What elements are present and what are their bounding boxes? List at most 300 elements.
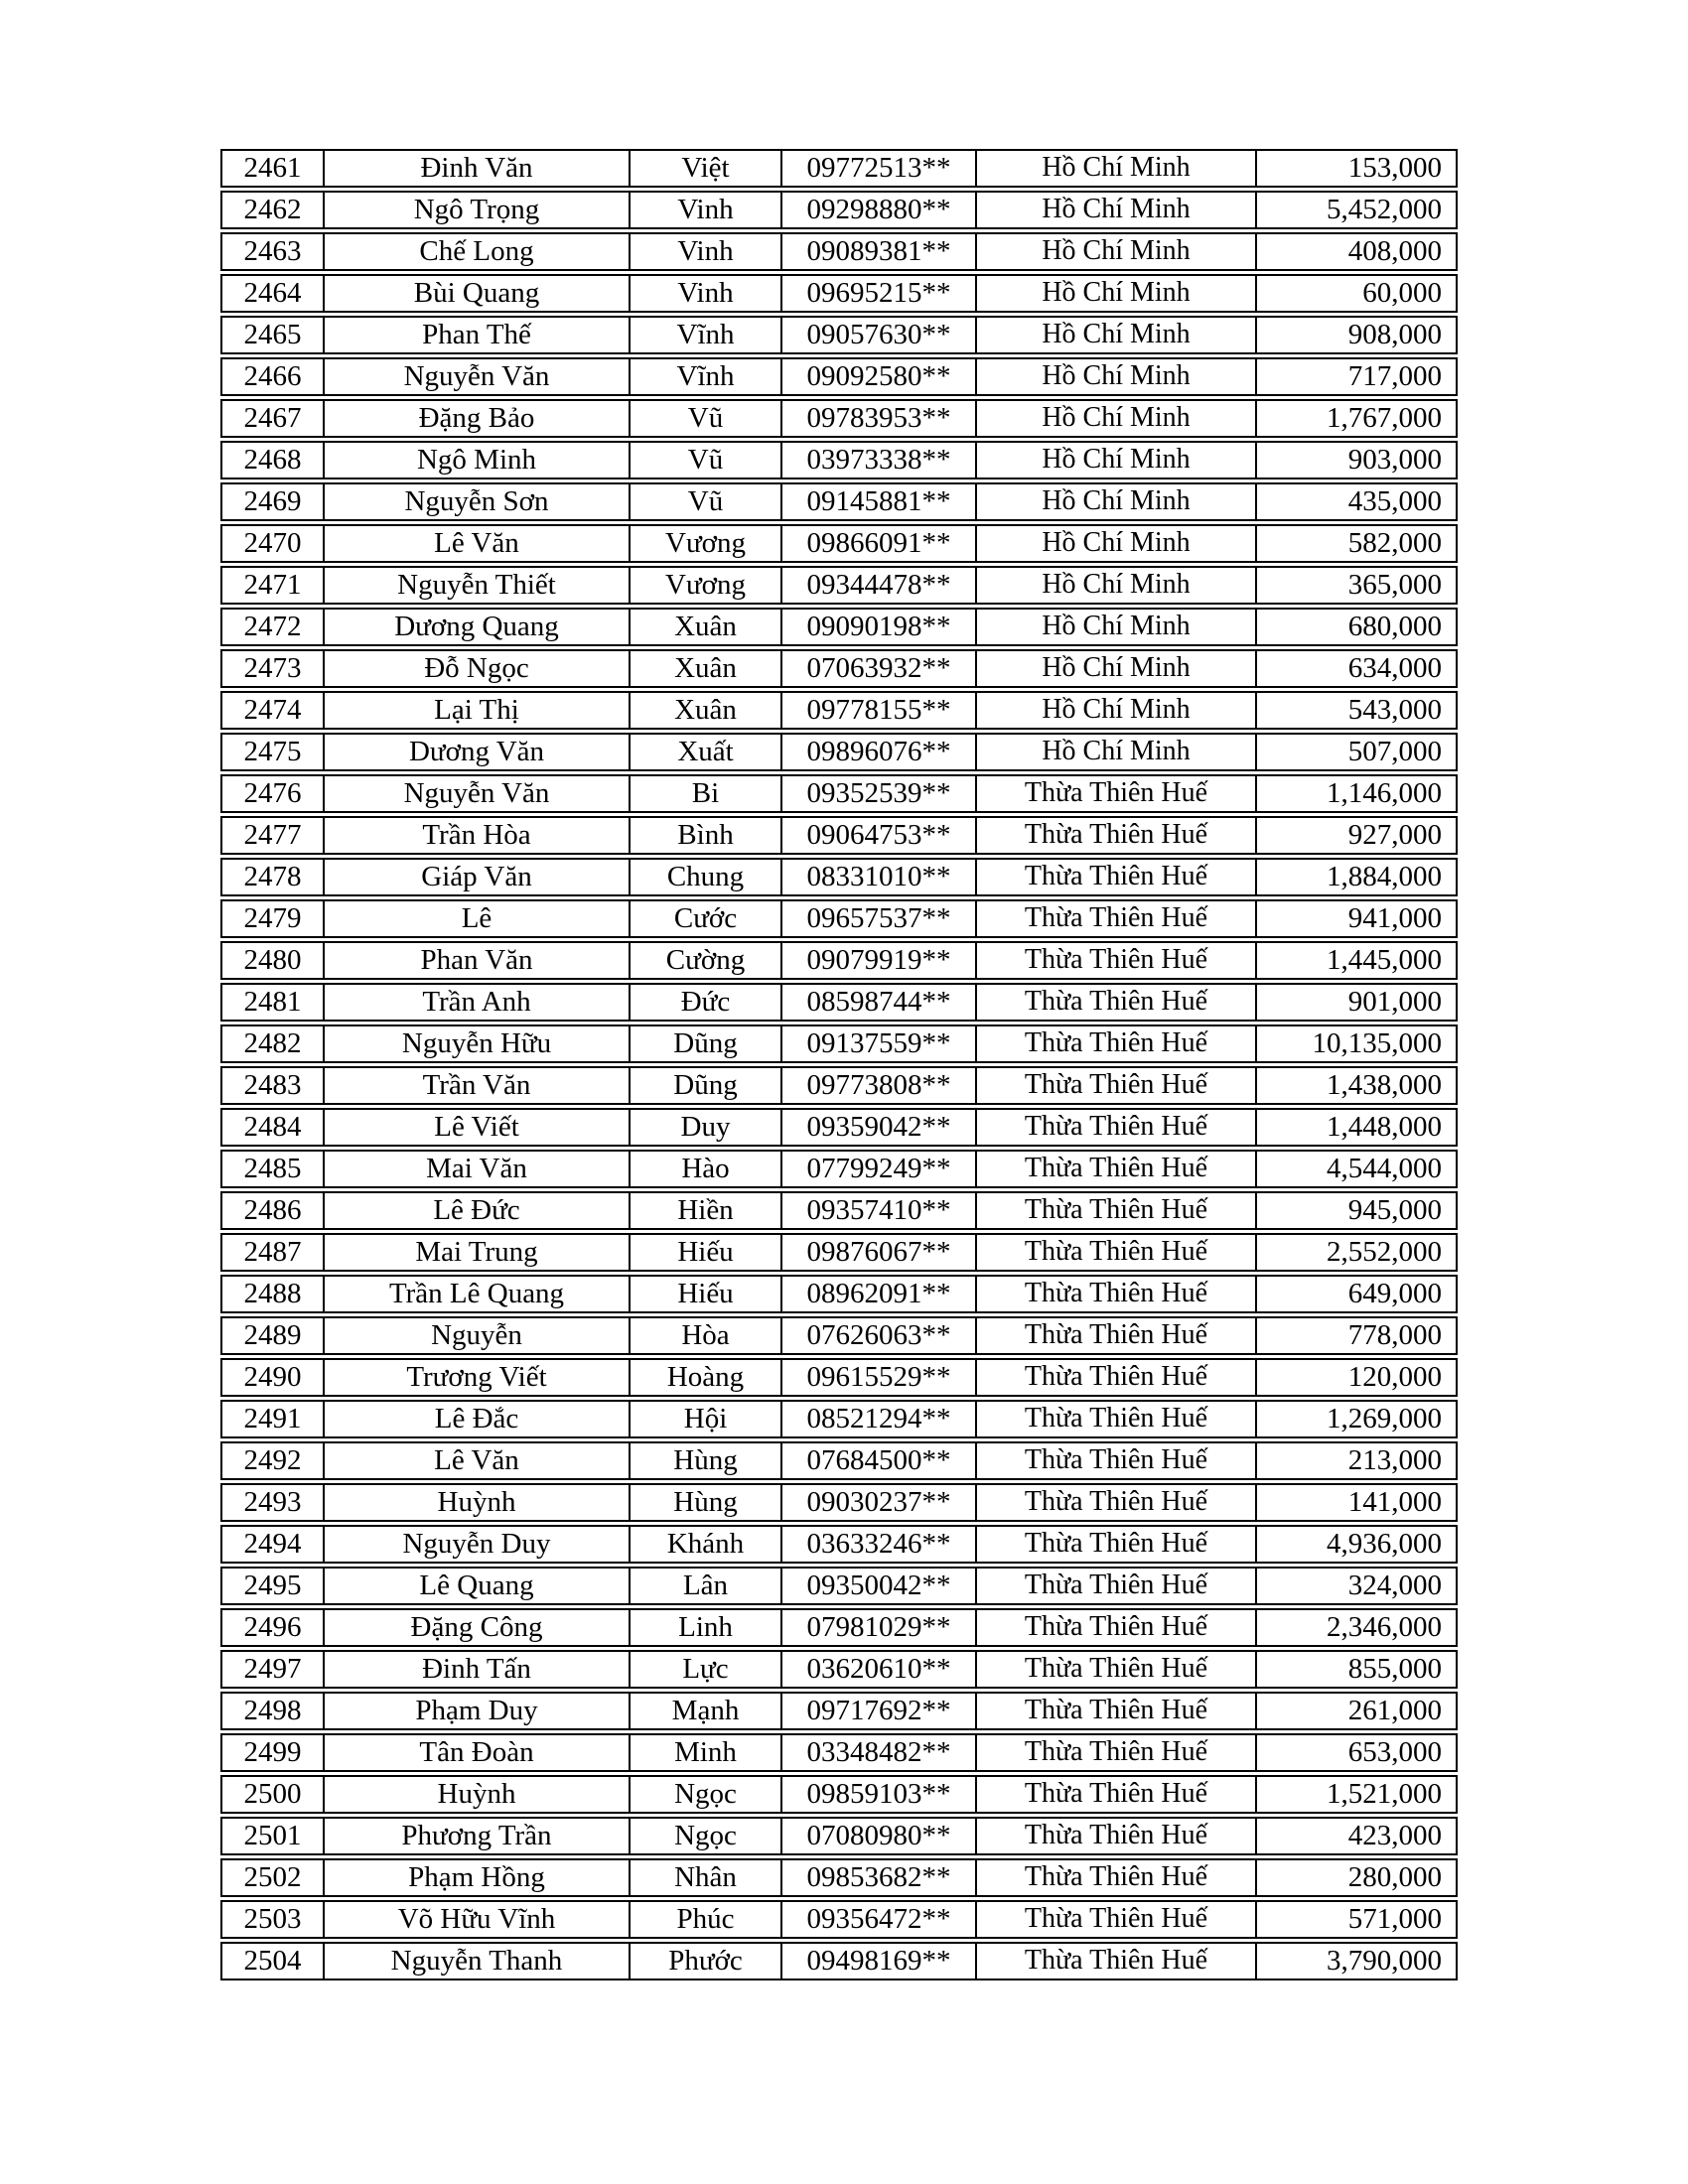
cell-province: Hồ Chí Minh bbox=[975, 526, 1255, 561]
table-row bbox=[220, 1775, 1458, 1814]
cell-given-name: Hội bbox=[629, 1402, 780, 1436]
cell-province: Hồ Chí Minh bbox=[975, 318, 1255, 352]
cell-first-middle-name: Võ Hữu Vĩnh bbox=[323, 1902, 629, 1937]
cell-given-name: Phước bbox=[629, 1944, 780, 1979]
cell-first-middle-name: Đinh Tấn bbox=[323, 1652, 629, 1687]
cell-given-name: Bình bbox=[629, 818, 780, 853]
table-row bbox=[220, 1275, 1458, 1313]
cell-amount: 507,000 bbox=[1255, 735, 1456, 769]
cell-amount: 435,000 bbox=[1255, 484, 1456, 519]
cell-given-name: Hào bbox=[629, 1152, 780, 1186]
cell-first-middle-name: Lại Thị bbox=[323, 693, 629, 728]
cell-province: Thừa Thiên Huế bbox=[975, 1277, 1255, 1311]
cell-row-number: 2474 bbox=[243, 694, 302, 726]
cell-province: Hồ Chí Minh bbox=[975, 276, 1255, 311]
cell-first-middle-name: Lê Quang bbox=[323, 1569, 629, 1603]
cell-province: Thừa Thiên Huế bbox=[975, 1235, 1255, 1270]
table-row bbox=[220, 149, 1458, 188]
cell-given-name: Vũ bbox=[629, 443, 780, 478]
cell-first-middle-name: Đinh Văn bbox=[323, 151, 629, 186]
table-row bbox=[220, 399, 1458, 438]
cell-amount: 1,767,000 bbox=[1255, 401, 1456, 436]
cell-given-name: Mạnh bbox=[629, 1694, 780, 1728]
cell-phone-masked: 07981029** bbox=[780, 1610, 975, 1645]
cell-province: Thừa Thiên Huế bbox=[975, 1193, 1255, 1228]
cell-province: Thừa Thiên Huế bbox=[975, 818, 1255, 853]
cell-phone-masked: 09344478** bbox=[780, 568, 975, 603]
cell-phone-masked: 09064753** bbox=[780, 818, 975, 853]
cell-amount: 10,135,000 bbox=[1255, 1026, 1456, 1061]
cell-given-name: Dũng bbox=[629, 1068, 780, 1103]
cell-amount: 582,000 bbox=[1255, 526, 1456, 561]
cell-province: Thừa Thiên Huế bbox=[975, 776, 1255, 811]
cell-row-number: 2496 bbox=[243, 1611, 302, 1643]
table-row bbox=[220, 357, 1458, 396]
cell-amount: 778,000 bbox=[1255, 1318, 1456, 1353]
cell-given-name: Xuân bbox=[629, 651, 780, 686]
cell-amount: 2,552,000 bbox=[1255, 1235, 1456, 1270]
cell-province: Thừa Thiên Huế bbox=[975, 1443, 1255, 1478]
cell-province: Hồ Chí Minh bbox=[975, 151, 1255, 186]
cell-amount: 4,544,000 bbox=[1255, 1152, 1456, 1186]
cell-first-middle-name: Nguyễn Văn bbox=[323, 359, 629, 394]
cell-amount: 903,000 bbox=[1255, 443, 1456, 478]
table-row bbox=[220, 1400, 1458, 1438]
cell-province: Thừa Thiên Huế bbox=[975, 1110, 1255, 1145]
cell-given-name: Vinh bbox=[629, 276, 780, 311]
cell-first-middle-name: Lê Văn bbox=[323, 1443, 629, 1478]
cell-given-name: Lực bbox=[629, 1652, 780, 1687]
cell-amount: 261,000 bbox=[1255, 1694, 1456, 1728]
table-row bbox=[220, 1358, 1458, 1397]
cell-row-number: 2493 bbox=[243, 1486, 302, 1518]
cell-first-middle-name: Nguyễn Thiết bbox=[323, 568, 629, 603]
cell-first-middle-name: Lê Đắc bbox=[323, 1402, 629, 1436]
cell-amount: 1,448,000 bbox=[1255, 1110, 1456, 1145]
cell-phone-masked: 09853682** bbox=[780, 1860, 975, 1895]
cell-province: Thừa Thiên Huế bbox=[975, 1152, 1255, 1186]
cell-amount: 1,146,000 bbox=[1255, 776, 1456, 811]
cell-province: Hồ Chí Minh bbox=[975, 610, 1255, 644]
cell-row-number: 2489 bbox=[243, 1319, 302, 1351]
cell-phone-masked: 09079919** bbox=[780, 943, 975, 978]
cell-first-middle-name: Nguyễn Văn bbox=[323, 776, 629, 811]
cell-amount: 855,000 bbox=[1255, 1652, 1456, 1687]
cell-province: Hồ Chí Minh bbox=[975, 568, 1255, 603]
table-row bbox=[220, 1108, 1458, 1147]
cell-province: Thừa Thiên Huế bbox=[975, 1902, 1255, 1937]
cell-phone-masked: 09695215** bbox=[780, 276, 975, 311]
cell-phone-masked: 09137559** bbox=[780, 1026, 975, 1061]
cell-phone-masked: 09859103** bbox=[780, 1777, 975, 1812]
cell-amount: 945,000 bbox=[1255, 1193, 1456, 1228]
cell-province: Thừa Thiên Huế bbox=[975, 1944, 1255, 1979]
table-row bbox=[220, 1608, 1458, 1647]
cell-province: Thừa Thiên Huế bbox=[975, 901, 1255, 936]
cell-row-number: 2502 bbox=[243, 1861, 302, 1893]
cell-given-name: Bi bbox=[629, 776, 780, 811]
cell-province: Hồ Chí Minh bbox=[975, 484, 1255, 519]
cell-first-middle-name: Nguyễn Sơn bbox=[323, 484, 629, 519]
table-row bbox=[220, 232, 1458, 271]
table-row bbox=[220, 941, 1458, 980]
data-table bbox=[220, 149, 1458, 1983]
cell-province: Thừa Thiên Huế bbox=[975, 1026, 1255, 1061]
cell-province: Thừa Thiên Huế bbox=[975, 1819, 1255, 1853]
cell-first-middle-name: Huỳnh bbox=[323, 1777, 629, 1812]
cell-given-name: Vinh bbox=[629, 193, 780, 227]
cell-province: Hồ Chí Minh bbox=[975, 359, 1255, 394]
cell-given-name: Vũ bbox=[629, 401, 780, 436]
cell-amount: 653,000 bbox=[1255, 1735, 1456, 1770]
cell-phone-masked: 09717692** bbox=[780, 1694, 975, 1728]
cell-first-middle-name: Đỗ Ngọc bbox=[323, 651, 629, 686]
cell-given-name: Hùng bbox=[629, 1443, 780, 1478]
cell-phone-masked: 07684500** bbox=[780, 1443, 975, 1478]
table-row bbox=[220, 608, 1458, 646]
cell-row-number: 2492 bbox=[243, 1444, 302, 1476]
cell-given-name: Nhân bbox=[629, 1860, 780, 1895]
cell-row-number: 2477 bbox=[243, 819, 302, 851]
cell-row-number: 2488 bbox=[243, 1278, 302, 1309]
table-row bbox=[220, 191, 1458, 229]
cell-phone-masked: 07080980** bbox=[780, 1819, 975, 1853]
cell-given-name: Đức bbox=[629, 985, 780, 1020]
cell-phone-masked: 08331010** bbox=[780, 860, 975, 894]
table-row bbox=[220, 566, 1458, 605]
table-row bbox=[220, 482, 1458, 521]
table-row bbox=[220, 1150, 1458, 1188]
cell-given-name: Duy bbox=[629, 1110, 780, 1145]
cell-first-middle-name: Trương Viết bbox=[323, 1360, 629, 1395]
cell-given-name: Xuất bbox=[629, 735, 780, 769]
cell-given-name: Hiền bbox=[629, 1193, 780, 1228]
table-row bbox=[220, 1066, 1458, 1105]
cell-given-name: Xuân bbox=[629, 610, 780, 644]
cell-province: Thừa Thiên Huế bbox=[975, 943, 1255, 978]
cell-row-number: 2503 bbox=[243, 1903, 302, 1935]
cell-given-name: Vũ bbox=[629, 484, 780, 519]
cell-amount: 213,000 bbox=[1255, 1443, 1456, 1478]
cell-row-number: 2468 bbox=[243, 444, 302, 476]
table-row bbox=[220, 691, 1458, 730]
cell-first-middle-name: Phạm Hồng bbox=[323, 1860, 629, 1895]
cell-given-name: Ngọc bbox=[629, 1819, 780, 1853]
cell-row-number: 2463 bbox=[243, 235, 302, 267]
cell-amount: 120,000 bbox=[1255, 1360, 1456, 1395]
cell-first-middle-name: Mai Văn bbox=[323, 1152, 629, 1186]
cell-first-middle-name: Trần Lê Quang bbox=[323, 1277, 629, 1311]
cell-first-middle-name: Tân Đoàn bbox=[323, 1735, 629, 1770]
cell-phone-masked: 09350042** bbox=[780, 1569, 975, 1603]
cell-given-name: Xuân bbox=[629, 693, 780, 728]
cell-phone-masked: 09357410** bbox=[780, 1193, 975, 1228]
table-row bbox=[220, 524, 1458, 563]
cell-first-middle-name: Ngô Trọng bbox=[323, 193, 629, 227]
cell-given-name: Ngọc bbox=[629, 1777, 780, 1812]
cell-row-number: 2478 bbox=[243, 861, 302, 892]
cell-given-name: Vương bbox=[629, 568, 780, 603]
cell-row-number: 2479 bbox=[243, 902, 302, 934]
table-row bbox=[220, 858, 1458, 896]
cell-phone-masked: 09057630** bbox=[780, 318, 975, 352]
cell-province: Thừa Thiên Huế bbox=[975, 1610, 1255, 1645]
cell-given-name: Vĩnh bbox=[629, 359, 780, 394]
cell-phone-masked: 07626063** bbox=[780, 1318, 975, 1353]
cell-given-name: Cường bbox=[629, 943, 780, 978]
cell-amount: 717,000 bbox=[1255, 359, 1456, 394]
table-row bbox=[220, 733, 1458, 771]
cell-amount: 4,936,000 bbox=[1255, 1527, 1456, 1562]
cell-first-middle-name: Nguyễn Hữu bbox=[323, 1026, 629, 1061]
table-row bbox=[220, 1900, 1458, 1939]
cell-given-name: Vinh bbox=[629, 234, 780, 269]
cell-province: Thừa Thiên Huế bbox=[975, 985, 1255, 1020]
cell-first-middle-name: Ngô Minh bbox=[323, 443, 629, 478]
cell-phone-masked: 03620610** bbox=[780, 1652, 975, 1687]
table-row bbox=[220, 1525, 1458, 1564]
cell-row-number: 2494 bbox=[243, 1528, 302, 1560]
table-row bbox=[220, 1441, 1458, 1480]
cell-first-middle-name: Dương Văn bbox=[323, 735, 629, 769]
table-row bbox=[220, 1483, 1458, 1522]
table-row bbox=[220, 1858, 1458, 1897]
cell-row-number: 2471 bbox=[243, 569, 302, 601]
cell-row-number: 2497 bbox=[243, 1653, 302, 1685]
cell-amount: 5,452,000 bbox=[1255, 193, 1456, 227]
cell-province: Thừa Thiên Huế bbox=[975, 1860, 1255, 1895]
cell-first-middle-name: Lê bbox=[323, 901, 629, 936]
cell-row-number: 2504 bbox=[243, 1945, 302, 1977]
cell-phone-masked: 08521294** bbox=[780, 1402, 975, 1436]
cell-phone-masked: 07063932** bbox=[780, 651, 975, 686]
cell-first-middle-name: Lê Văn bbox=[323, 526, 629, 561]
cell-row-number: 2480 bbox=[243, 944, 302, 976]
cell-first-middle-name: Trần Văn bbox=[323, 1068, 629, 1103]
cell-province: Hồ Chí Minh bbox=[975, 651, 1255, 686]
cell-amount: 1,269,000 bbox=[1255, 1402, 1456, 1436]
cell-province: Thừa Thiên Huế bbox=[975, 1527, 1255, 1562]
cell-amount: 1,521,000 bbox=[1255, 1777, 1456, 1812]
cell-row-number: 2500 bbox=[243, 1778, 302, 1810]
cell-phone-masked: 09876067** bbox=[780, 1235, 975, 1270]
cell-given-name: Minh bbox=[629, 1735, 780, 1770]
cell-row-number: 2473 bbox=[243, 652, 302, 684]
table-row bbox=[220, 274, 1458, 313]
cell-phone-masked: 09498169** bbox=[780, 1944, 975, 1979]
cell-given-name: Vương bbox=[629, 526, 780, 561]
cell-first-middle-name: Trần Anh bbox=[323, 985, 629, 1020]
cell-first-middle-name: Trần Hòa bbox=[323, 818, 629, 853]
cell-row-number: 2499 bbox=[243, 1736, 302, 1768]
cell-amount: 141,000 bbox=[1255, 1485, 1456, 1520]
cell-phone-masked: 03973338** bbox=[780, 443, 975, 478]
cell-row-number: 2467 bbox=[243, 402, 302, 434]
cell-phone-masked: 07799249** bbox=[780, 1152, 975, 1186]
cell-phone-masked: 09145881** bbox=[780, 484, 975, 519]
cell-row-number: 2498 bbox=[243, 1695, 302, 1726]
cell-phone-masked: 09359042** bbox=[780, 1110, 975, 1145]
cell-row-number: 2481 bbox=[243, 986, 302, 1018]
cell-phone-masked: 09090198** bbox=[780, 610, 975, 644]
cell-phone-masked: 09092580** bbox=[780, 359, 975, 394]
cell-amount: 941,000 bbox=[1255, 901, 1456, 936]
cell-province: Thừa Thiên Huế bbox=[975, 1569, 1255, 1603]
table-row bbox=[220, 1733, 1458, 1772]
table-row bbox=[220, 1233, 1458, 1272]
cell-province: Thừa Thiên Huế bbox=[975, 1485, 1255, 1520]
cell-phone-masked: 09089381** bbox=[780, 234, 975, 269]
cell-row-number: 2476 bbox=[243, 777, 302, 809]
cell-row-number: 2472 bbox=[243, 611, 302, 642]
cell-amount: 927,000 bbox=[1255, 818, 1456, 853]
cell-amount: 153,000 bbox=[1255, 151, 1456, 186]
table-row bbox=[220, 816, 1458, 855]
cell-province: Hồ Chí Minh bbox=[975, 401, 1255, 436]
cell-phone-masked: 09772513** bbox=[780, 151, 975, 186]
cell-phone-masked: 08598744** bbox=[780, 985, 975, 1020]
table-row bbox=[220, 1191, 1458, 1230]
cell-first-middle-name: Huỳnh bbox=[323, 1485, 629, 1520]
cell-row-number: 2487 bbox=[243, 1236, 302, 1268]
cell-first-middle-name: Bùi Quang bbox=[323, 276, 629, 311]
cell-first-middle-name: Phương Trần bbox=[323, 1819, 629, 1853]
table-row bbox=[220, 316, 1458, 354]
table-row bbox=[220, 1942, 1458, 1980]
cell-amount: 634,000 bbox=[1255, 651, 1456, 686]
cell-given-name: Linh bbox=[629, 1610, 780, 1645]
cell-first-middle-name: Giáp Văn bbox=[323, 860, 629, 894]
cell-row-number: 2462 bbox=[243, 194, 302, 225]
cell-given-name: Hùng bbox=[629, 1485, 780, 1520]
cell-amount: 1,884,000 bbox=[1255, 860, 1456, 894]
cell-phone-masked: 09352539** bbox=[780, 776, 975, 811]
table-row bbox=[220, 649, 1458, 688]
cell-first-middle-name: Nguyễn Thanh bbox=[323, 1944, 629, 1979]
cell-phone-masked: 09896076** bbox=[780, 735, 975, 769]
cell-given-name: Chung bbox=[629, 860, 780, 894]
cell-given-name: Hòa bbox=[629, 1318, 780, 1353]
cell-province: Hồ Chí Minh bbox=[975, 443, 1255, 478]
cell-row-number: 2486 bbox=[243, 1194, 302, 1226]
cell-given-name: Vĩnh bbox=[629, 318, 780, 352]
cell-first-middle-name: Phạm Duy bbox=[323, 1694, 629, 1728]
cell-amount: 543,000 bbox=[1255, 693, 1456, 728]
cell-first-middle-name: Chế Long bbox=[323, 234, 629, 269]
cell-amount: 1,438,000 bbox=[1255, 1068, 1456, 1103]
cell-amount: 680,000 bbox=[1255, 610, 1456, 644]
cell-phone-masked: 09657537** bbox=[780, 901, 975, 936]
cell-phone-masked: 03348482** bbox=[780, 1735, 975, 1770]
cell-amount: 2,346,000 bbox=[1255, 1610, 1456, 1645]
table-row bbox=[220, 1650, 1458, 1689]
table-row bbox=[220, 1316, 1458, 1355]
cell-amount: 908,000 bbox=[1255, 318, 1456, 352]
table-row bbox=[220, 983, 1458, 1022]
cell-row-number: 2469 bbox=[243, 485, 302, 517]
cell-row-number: 2484 bbox=[243, 1111, 302, 1143]
cell-row-number: 2475 bbox=[243, 736, 302, 767]
cell-province: Thừa Thiên Huế bbox=[975, 1360, 1255, 1395]
cell-province: Hồ Chí Minh bbox=[975, 234, 1255, 269]
cell-amount: 324,000 bbox=[1255, 1569, 1456, 1603]
cell-given-name: Lân bbox=[629, 1569, 780, 1603]
cell-amount: 280,000 bbox=[1255, 1860, 1456, 1895]
cell-row-number: 2464 bbox=[243, 277, 302, 309]
cell-province: Hồ Chí Minh bbox=[975, 193, 1255, 227]
cell-row-number: 2501 bbox=[243, 1820, 302, 1851]
cell-row-number: 2491 bbox=[243, 1403, 302, 1434]
cell-phone-masked: 09356472** bbox=[780, 1902, 975, 1937]
cell-given-name: Hoàng bbox=[629, 1360, 780, 1395]
cell-row-number: 2483 bbox=[243, 1069, 302, 1101]
cell-first-middle-name: Phan Văn bbox=[323, 943, 629, 978]
cell-first-middle-name: Nguyễn Duy bbox=[323, 1527, 629, 1562]
cell-first-middle-name: Dương Quang bbox=[323, 610, 629, 644]
cell-phone-masked: 09298880** bbox=[780, 193, 975, 227]
cell-amount: 408,000 bbox=[1255, 234, 1456, 269]
cell-phone-masked: 09778155** bbox=[780, 693, 975, 728]
cell-province: Thừa Thiên Huế bbox=[975, 1694, 1255, 1728]
table-row bbox=[220, 1567, 1458, 1605]
cell-amount: 365,000 bbox=[1255, 568, 1456, 603]
cell-given-name: Dũng bbox=[629, 1026, 780, 1061]
cell-amount: 423,000 bbox=[1255, 1819, 1456, 1853]
cell-phone-masked: 09615529** bbox=[780, 1360, 975, 1395]
cell-province: Thừa Thiên Huế bbox=[975, 1652, 1255, 1687]
cell-phone-masked: 09030237** bbox=[780, 1485, 975, 1520]
cell-first-middle-name: Đặng Bảo bbox=[323, 401, 629, 436]
cell-first-middle-name: Lê Viết bbox=[323, 1110, 629, 1145]
cell-first-middle-name: Mai Trung bbox=[323, 1235, 629, 1270]
cell-amount: 1,445,000 bbox=[1255, 943, 1456, 978]
cell-first-middle-name: Phan Thế bbox=[323, 318, 629, 352]
cell-given-name: Cước bbox=[629, 901, 780, 936]
cell-row-number: 2490 bbox=[243, 1361, 302, 1393]
cell-phone-masked: 03633246** bbox=[780, 1527, 975, 1562]
cell-amount: 649,000 bbox=[1255, 1277, 1456, 1311]
cell-province: Hồ Chí Minh bbox=[975, 735, 1255, 769]
cell-amount: 901,000 bbox=[1255, 985, 1456, 1020]
cell-province: Thừa Thiên Huế bbox=[975, 1735, 1255, 1770]
table-row bbox=[220, 441, 1458, 479]
cell-province: Thừa Thiên Huế bbox=[975, 1777, 1255, 1812]
cell-province: Thừa Thiên Huế bbox=[975, 1318, 1255, 1353]
cell-given-name: Hiếu bbox=[629, 1277, 780, 1311]
cell-amount: 3,790,000 bbox=[1255, 1944, 1456, 1979]
cell-first-middle-name: Đặng Công bbox=[323, 1610, 629, 1645]
cell-row-number: 2495 bbox=[243, 1570, 302, 1601]
cell-row-number: 2466 bbox=[243, 360, 302, 392]
table-row bbox=[220, 1692, 1458, 1730]
cell-first-middle-name: Nguyễn bbox=[323, 1318, 629, 1353]
cell-phone-masked: 09866091** bbox=[780, 526, 975, 561]
table-row bbox=[220, 774, 1458, 813]
cell-phone-masked: 09783953** bbox=[780, 401, 975, 436]
table-row bbox=[220, 899, 1458, 938]
cell-amount: 571,000 bbox=[1255, 1902, 1456, 1937]
cell-amount: 60,000 bbox=[1255, 276, 1456, 311]
cell-row-number: 2482 bbox=[243, 1027, 302, 1059]
cell-given-name: Hiếu bbox=[629, 1235, 780, 1270]
cell-province: Thừa Thiên Huế bbox=[975, 860, 1255, 894]
cell-phone-masked: 08962091** bbox=[780, 1277, 975, 1311]
cell-given-name: Việt bbox=[629, 151, 780, 186]
cell-phone-masked: 09773808** bbox=[780, 1068, 975, 1103]
cell-row-number: 2461 bbox=[243, 152, 302, 184]
cell-province: Thừa Thiên Huế bbox=[975, 1068, 1255, 1103]
table-row bbox=[220, 1817, 1458, 1855]
